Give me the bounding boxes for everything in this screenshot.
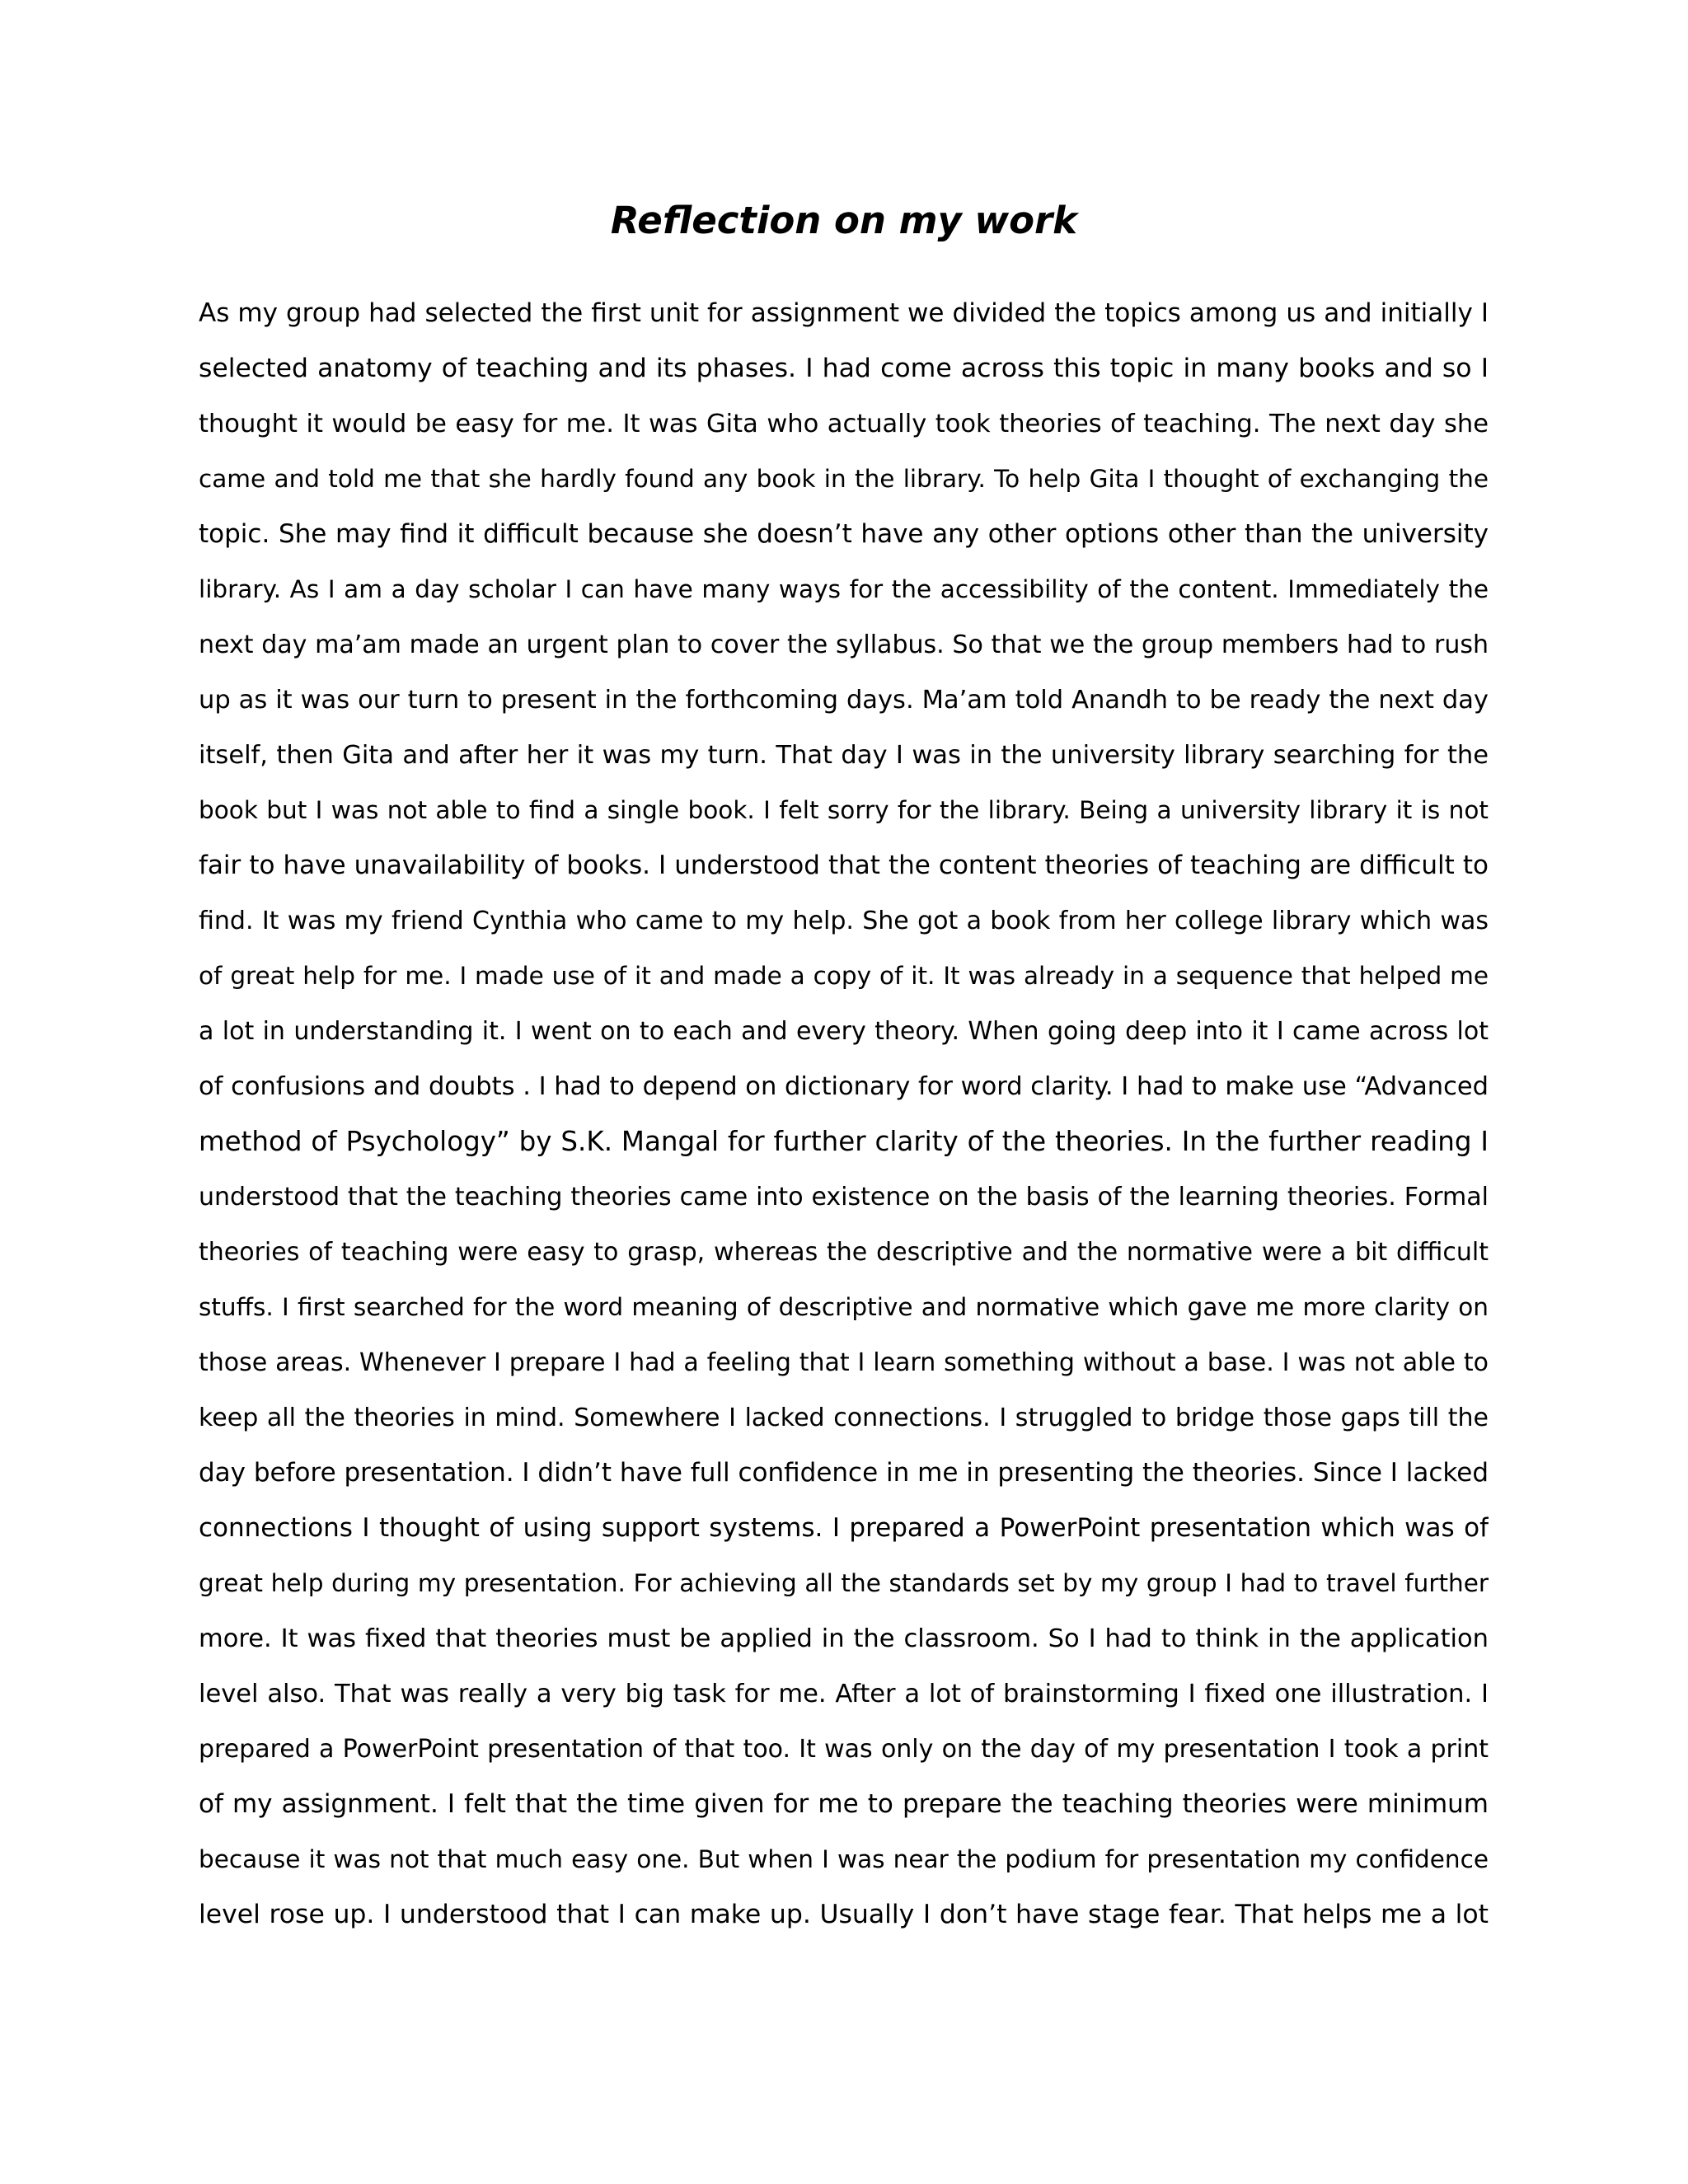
body-line: prepared a PowerPoint presentation of that too. It was only on the day of my presentation I took a print: [199, 1735, 1489, 1764]
body-line: because it was not that much easy one. But when I was near the podium for presentation my confidence: [199, 1845, 1489, 1873]
body-line: of my assignment. I felt that the time given for me to prepare the teaching theories were minimum: [199, 1789, 1489, 1819]
body-line: came and told me that she hardly found any book in the library. To help Gita I thought of exchanging the: [199, 465, 1489, 493]
body-line: book but I was not able to find a single book. I felt sorry for the library. Being a university library it is not: [199, 796, 1489, 824]
body-line: level also. That was really a very big task for me. After a lot of brainstorming I fixed one illustration. I: [199, 1680, 1489, 1708]
body-line: topic. She may find it difficult because she doesn’t have any other options other than the university: [199, 519, 1489, 549]
body-line: great help during my presentation. For achieving all the standards set by my group I had to travel further: [199, 1569, 1489, 1597]
body-line: understood that the teaching theories came into existence on the basis of the learning theories. Formal: [199, 1183, 1489, 1212]
body-line: itself, then Gita and after her it was my turn. That day I was in the university library searching for the: [199, 741, 1489, 770]
body-line: find. It was my friend Cynthia who came to my help. She got a book from her college library which was: [199, 907, 1489, 935]
body-line: level rose up. I understood that I can make up. Usually I don’t have stage fear. That helps me a lot: [199, 1900, 1489, 1929]
body-line: method of Psychology” by S.K. Mangal for further clarity of the theories. In the further reading I: [199, 1126, 1489, 1157]
document-title: Reflection on my work: [610, 199, 1078, 242]
body-line: those areas. Whenever I prepare I had a feeling that I learn something without a base. I was not able to: [199, 1348, 1489, 1377]
body-line: of confusions and doubts . I had to depend on dictionary for word clarity. I had to make use “Advanced: [199, 1072, 1489, 1101]
body-line: stuffs. I first searched for the word meaning of descriptive and normative which gave me more clarity on: [199, 1293, 1489, 1321]
body-line: As my group had selected the first unit for assignment we divided the topics among us and initially I: [199, 298, 1489, 328]
body-line: library. As I am a day scholar I can have many ways for the accessibility of the content. Immediately the: [199, 575, 1489, 603]
body-line: thought it would be easy for me. It was Gita who actually took theories of teaching. The next day she: [199, 410, 1489, 438]
body-line: day before presentation. I didn’t have full confidence in me in presenting the theories. Since I lacked: [199, 1458, 1489, 1488]
body-line: fair to have unavailability of books. I understood that the content theories of teaching are difficult to: [199, 851, 1489, 880]
body-paragraph: [199, 286, 1489, 1943]
body-line: up as it was our turn to present in the forthcoming days. Ma’am told Anandh to be ready the next day: [199, 686, 1489, 715]
body-line: a lot in understanding it. I went on to each and every theory. When going deep into it I came across lot: [199, 1017, 1489, 1046]
body-line: more. It was fixed that theories must be applied in the classroom. So I had to think in the application: [199, 1624, 1489, 1653]
body-line: theories of teaching were easy to grasp, whereas the descriptive and the normative were a bit difficult: [199, 1238, 1489, 1267]
body-line: next day ma’am made an urgent plan to cover the syllabus. So that we the group members had to rush: [199, 630, 1489, 659]
body-line: connections I thought of using support systems. I prepared a PowerPoint presentation which was of: [199, 1513, 1489, 1543]
body-line: of great help for me. I made use of it and made a copy of it. It was already in a sequence that helped me: [199, 962, 1489, 990]
body-line: selected anatomy of teaching and its phases. I had come across this topic in many books and so I: [199, 354, 1489, 383]
body-line: keep all the theories in mind. Somewhere I lacked connections. I struggled to bridge those gaps till the: [199, 1404, 1489, 1432]
